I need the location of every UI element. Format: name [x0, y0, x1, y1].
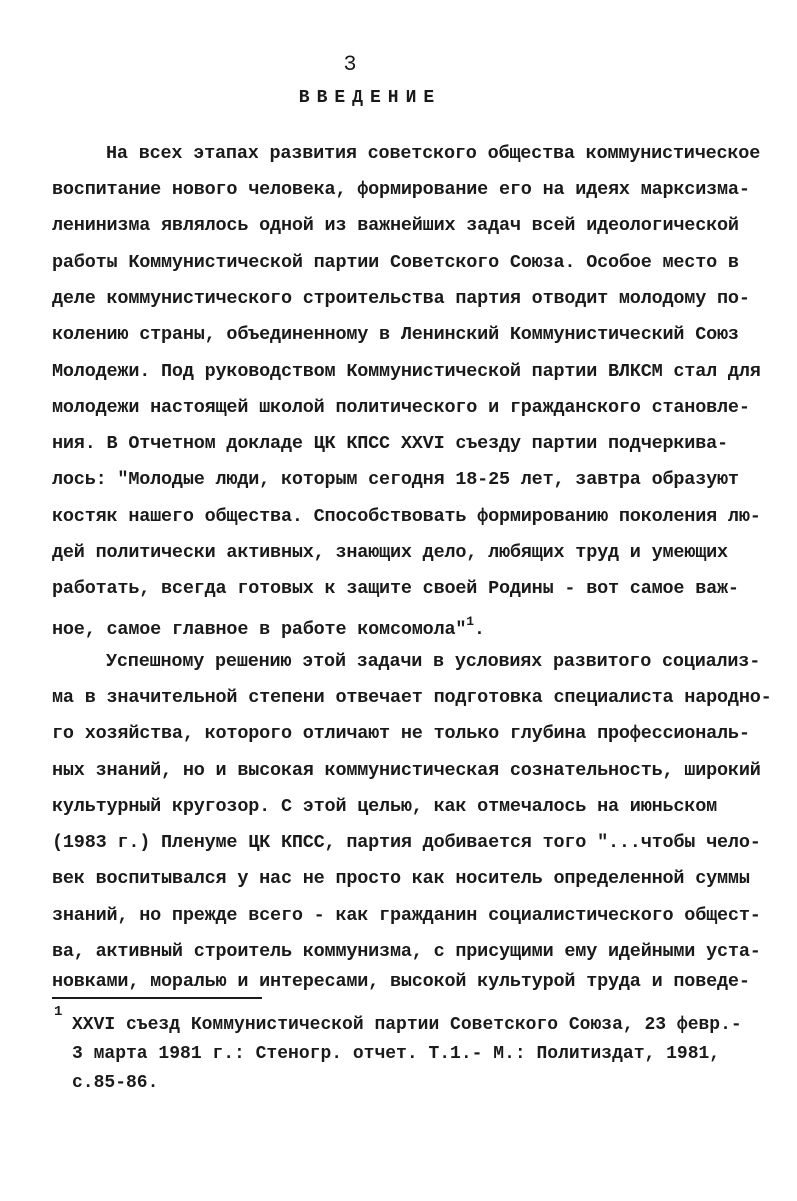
text-line: культурный кругозор. С этой целью, как отмечалось на июньском [52, 796, 718, 817]
footnote-mark: 1 [54, 1004, 63, 1020]
text-line: воспитание нового человека, формирование его на идеях марксизма- [52, 179, 750, 200]
page-title: ВВЕДЕНИЕ [298, 88, 442, 108]
text-line: ленинизма являлось одной из важнейших задач всей идеологической [52, 215, 739, 236]
footnote-divider [52, 997, 262, 999]
page-number: 3 [343, 52, 357, 77]
text-line: знаний, но прежде всего - как гражданин социалистического общест- [52, 905, 761, 926]
footnote-ref: 1 [466, 614, 474, 629]
text-line: ния. В Отчетном докладе ЦК КПСС XXVI съезду партии подчеркива- [52, 433, 728, 454]
text-line: (1983 г.) Пленуме ЦК КПСС, партия добивается того "...чтобы чело- [52, 832, 761, 853]
text-line: молодежи настоящей школой политического и гражданского становле- [52, 397, 750, 418]
text-line: дей политически активных, знающих дело, любящих труд и умеющих [52, 542, 728, 563]
text-line: На всех этапах развития советского общества коммунистическое [106, 143, 761, 164]
text-line: лось: "Молодые люди, которым сегодня 18-25 лет, завтра образуют [52, 469, 739, 490]
text-line-with-footnote-ref [52, 614, 485, 640]
text-line: го хозяйства, которого отличают не только глубина профессиональ- [52, 723, 750, 744]
text-line: век воспитывался у нас не просто как носитель определенной суммы [52, 868, 750, 889]
text-line: ма в значительной степени отвечает подготовка специалиста народно- [52, 687, 772, 708]
text-line: работать, всегда готовых к защите своей Родины - вот самое важ- [52, 578, 739, 599]
text-line: ных знаний, но и высокая коммунистическая сознательность, широкий [52, 760, 761, 781]
sentence-end: . [473, 619, 485, 640]
text-line: ное, самое главное в работе комсомола" [52, 619, 467, 640]
text-line: костяк нашего общества. Способствовать формированию поколения лю- [52, 506, 761, 527]
text-line: новками, моралью и интересами, высокой культурой труда и поведе- [52, 971, 750, 992]
text-line: Успешному решению этой задачи в условиях развитого социализ- [106, 651, 761, 672]
text-line: работы Коммунистической партии Советского Союза. Особое место в [52, 252, 739, 273]
footnote-line: с.85-86. [72, 1073, 159, 1093]
text-line: деле коммунистического строительства партия отводит молодому по- [52, 288, 750, 309]
text-line: Молодежи. Под руководством Коммунистической партии ВЛКСМ стал для [52, 361, 761, 382]
text-line: ва, активный строитель коммунизма, с присущими ему идейными уста- [52, 941, 761, 962]
text-line: колению страны, объединенному в Ленинский Коммунистический Союз [52, 324, 739, 345]
footnote-line: XXVI съезд Коммунистической партии Советского Союза, 23 февр.- [72, 1015, 742, 1035]
footnote-line: 3 марта 1981 г.: Стеногр. отчет. Т.1.- М.: Политиздат, 1981, [72, 1044, 721, 1064]
